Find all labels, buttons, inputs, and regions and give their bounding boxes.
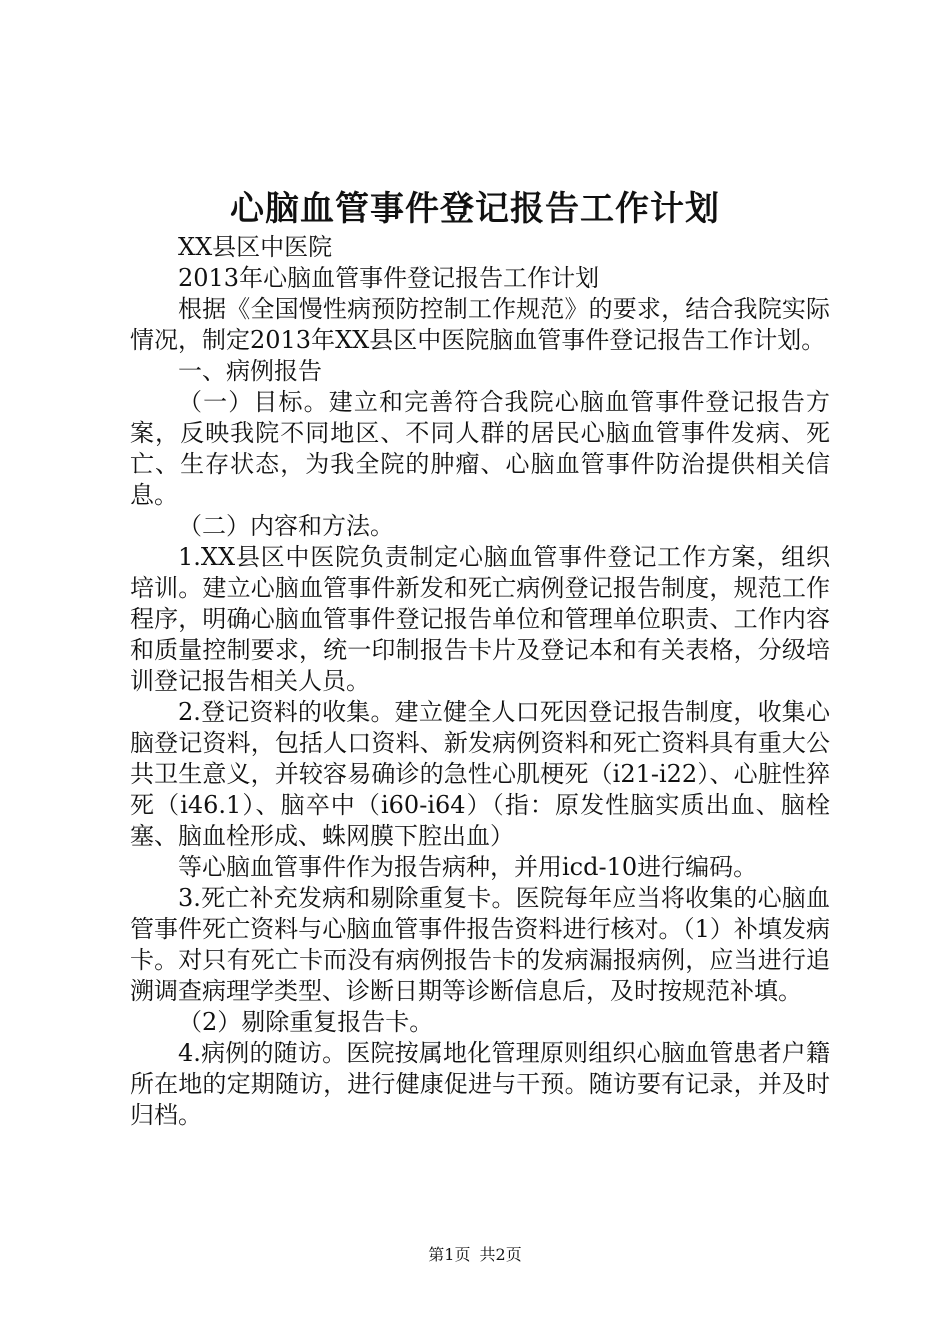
document-title: 心脑血管事件登记报告工作计划 <box>230 189 720 229</box>
paragraph-hospital: XX县区中医院 <box>178 233 333 261</box>
page-footer <box>0 1244 950 1266</box>
page-total: 共2页 <box>479 1245 522 1264</box>
document-body <box>130 232 830 1131</box>
page-number: 第1页 <box>428 1245 471 1264</box>
paragraph-item-1: 1.XX县区中医院负责制定心脑血管事件登记工作方案，组织培训。建立心脑血管事件新发和死亡病例登记报告制度，规范工作程序，明确心脑血管事件登记报告单位和管理单位职责、工作内容和质量控制要求，统一印制报告卡片及登记本和有关表格，分级培训登记报告相关人员。 <box>130 543 830 695</box>
paragraph-intro: 根据《全国慢性病预防控制工作规范》的要求，结合我院实际情况，制定2013年XX县区中医院脑血管事件登记报告工作计划。 <box>130 295 830 354</box>
paragraph-plan-title: 2013年心脑血管事件登记报告工作计划 <box>178 264 600 292</box>
paragraph-item-3-sub: （2）剔除重复报告卡。 <box>178 1008 434 1036</box>
paragraph-goal: （一）目标。建立和完善符合我院心脑血管事件登记报告方案，反映我院不同地区、不同人群的居民心脑血管事件发病、死亡、生存状态，为我全院的肿瘤、心脑血管事件防治提供相关信息。 <box>130 388 830 509</box>
paragraph-item-3: 3.死亡补充发病和剔除重复卡。医院每年应当将收集的心脑血管事件死亡资料与心脑血管事件报告资料进行核对。（1）补填发病卡。对只有死亡卡而没有病例报告卡的发病漏报病例，应当进行追溯调查病理学类型、诊断日期等诊断信息后，及时按规范补填。 <box>130 884 830 1005</box>
paragraph-content-heading: （二）内容和方法。 <box>178 512 394 540</box>
paragraph-item-4: 4.病例的随访。医院按属地化管理原则组织心脑血管患者户籍所在地的定期随访，进行健康促进与干预。随访要有记录，并及时归档。 <box>130 1039 830 1129</box>
paragraph-section-heading: 一、病例报告 <box>178 357 322 385</box>
paragraph-item-2: 2.登记资料的收集。建立健全人口死因登记报告制度，收集心脑登记资料，包括人口资料、新发病例资料和死亡资料具有重大公共卫生意义，并较容易确诊的急性心肌梗死（i21-i22）、心脏性猝死（i46.1）、脑卒中（i60-i64）（指：原发性脑实质出血、脑栓塞、脑血栓形成、蛛网膜下腔出血） <box>130 698 830 850</box>
paragraph-item-2-cont: 等心脑血管事件作为报告病种，并用icd-10进行编码。 <box>178 853 758 881</box>
